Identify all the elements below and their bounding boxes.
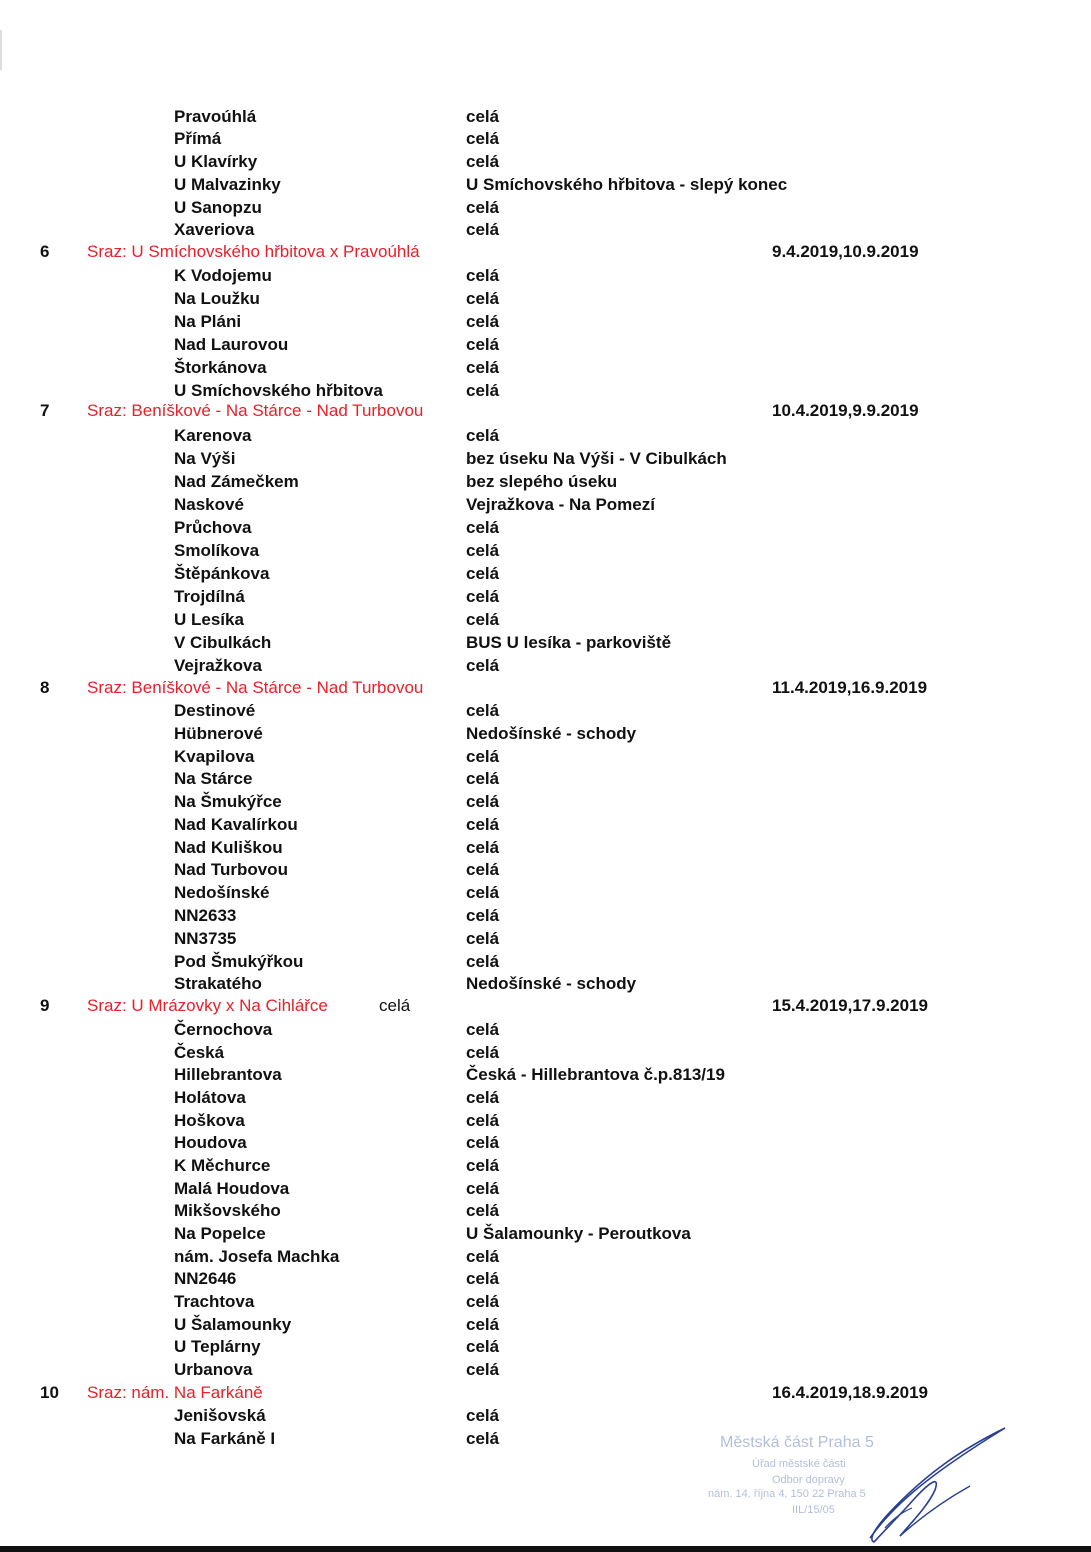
group-number: 9	[40, 996, 50, 1015]
street-name: Na Šmukýřce	[174, 792, 282, 811]
street-name: NN2633	[174, 906, 237, 925]
group-number: 7	[40, 401, 50, 420]
street-row	[87, 746, 1091, 768]
meeting-point: Sraz: U Smíchovského hřbitova x Pravoúhlá	[87, 242, 420, 261]
street-row	[87, 517, 1091, 539]
street-scope: celá	[466, 906, 500, 925]
street-row	[87, 1314, 1091, 1336]
street-scope: celá	[466, 701, 500, 720]
street-scope: celá	[466, 1088, 500, 1107]
street-name: Pod Šmukýřkou	[174, 952, 304, 971]
street-scope: celá	[379, 996, 411, 1015]
street-scope: celá	[466, 335, 500, 354]
street-name: Mikšovského	[174, 1201, 281, 1220]
street-scope: celá	[466, 860, 500, 879]
street-name: Pravoúhlá	[174, 107, 257, 126]
district-group-header	[0, 400, 1091, 422]
street-scope: celá	[466, 1043, 500, 1062]
cleaning-dates: 16.4.2019,18.9.2019	[772, 1383, 928, 1402]
street-row	[87, 586, 1091, 608]
street-row	[87, 288, 1091, 310]
street-scope: celá	[466, 358, 500, 377]
street-name: Nedošínské	[174, 883, 270, 902]
street-scope: celá	[466, 656, 500, 675]
street-name: V Cibulkách	[174, 633, 272, 652]
meeting-point: Sraz: Beníškové - Na Stárce - Nad Turbovou	[87, 678, 424, 697]
street-name: Nad Laurovou	[174, 335, 289, 354]
street-row	[87, 1042, 1091, 1064]
street-row	[87, 609, 1091, 631]
street-row	[87, 1019, 1091, 1041]
meeting-point: Sraz: nám. Na Farkáně	[87, 1383, 263, 1402]
street-name: Vejražkova	[174, 656, 262, 675]
street-row	[87, 425, 1091, 447]
street-name: NN2646	[174, 1269, 237, 1288]
street-scope: celá	[466, 564, 500, 583]
district-group-header	[0, 1382, 1091, 1404]
street-name: NN3735	[174, 929, 237, 948]
cleaning-dates: 15.4.2019,17.9.2019	[772, 996, 928, 1015]
street-row	[87, 1336, 1091, 1358]
street-name: nám. Josefa Machka	[174, 1247, 340, 1266]
street-name: Přímá	[174, 129, 222, 148]
street-row	[87, 1087, 1091, 1109]
street-scope: Česká - Hillebrantova č.p.813/19	[466, 1065, 725, 1084]
street-row	[87, 219, 1091, 241]
street-name: Trachtova	[174, 1292, 255, 1311]
street-row	[87, 265, 1091, 287]
street-name: Nad Turbovou	[174, 860, 288, 879]
street-name: Hübnerové	[174, 724, 263, 743]
street-row	[87, 859, 1091, 881]
street-scope: celá	[466, 289, 500, 308]
street-scope: celá	[466, 815, 500, 834]
street-scope: celá	[466, 1247, 500, 1266]
scan-edge-mark	[0, 30, 2, 70]
street-row	[87, 1246, 1091, 1268]
cleaning-dates: 10.4.2019,9.9.2019	[772, 401, 919, 420]
street-row	[87, 700, 1091, 722]
street-row	[87, 471, 1091, 493]
street-row	[87, 106, 1091, 128]
street-scope: celá	[466, 1315, 500, 1334]
group-number: 10	[40, 1383, 59, 1402]
street-row	[87, 563, 1091, 585]
group-number: 6	[40, 242, 50, 261]
street-scope: celá	[466, 129, 500, 148]
street-name: Na Farkáně I	[174, 1429, 276, 1448]
street-row	[87, 655, 1091, 677]
cleaning-dates: 11.4.2019,16.9.2019	[772, 678, 928, 697]
street-scope: celá	[466, 1201, 500, 1220]
street-name: U Sanopzu	[174, 198, 262, 217]
street-row	[87, 1132, 1091, 1154]
street-name: K Měchurce	[174, 1156, 271, 1175]
street-row	[87, 882, 1091, 904]
street-row	[87, 905, 1091, 927]
street-name: Houdova	[174, 1133, 247, 1152]
street-row	[87, 494, 1091, 516]
street-row	[87, 1155, 1091, 1177]
street-scope: celá	[466, 952, 500, 971]
street-row	[87, 723, 1091, 745]
street-name: Na Stárce	[174, 769, 253, 788]
street-scope: celá	[466, 587, 500, 606]
street-name: U Šalamounky	[174, 1315, 292, 1334]
street-row	[87, 1268, 1091, 1290]
group-number: 8	[40, 678, 50, 697]
street-name: Urbanova	[174, 1360, 253, 1379]
street-row	[87, 1178, 1091, 1200]
street-scope: U Smíchovského hřbitova - slepý konec	[466, 175, 788, 194]
page-bottom-border	[0, 1546, 1091, 1552]
street-scope: celá	[466, 152, 500, 171]
street-scope: celá	[466, 266, 500, 285]
street-name: U Lesíka	[174, 610, 244, 629]
street-name: Kvapilova	[174, 747, 255, 766]
street-scope: celá	[466, 1269, 500, 1288]
street-row	[87, 311, 1091, 333]
street-name: Průchova	[174, 518, 252, 537]
street-scope: celá	[466, 381, 500, 400]
street-name: Destinové	[174, 701, 256, 720]
street-row	[87, 357, 1091, 379]
stamp-line: Úřad městské části	[752, 1458, 846, 1470]
street-scope: celá	[466, 1111, 500, 1130]
street-row	[87, 973, 1091, 995]
street-name: Česká	[174, 1043, 225, 1062]
street-name: Naskové	[174, 495, 244, 514]
street-row	[87, 448, 1091, 470]
street-name: Strakatého	[174, 974, 262, 993]
street-name: Xaveriova	[174, 220, 255, 239]
street-name: Hoškova	[174, 1111, 245, 1130]
street-name: U Teplárny	[174, 1337, 261, 1356]
street-row	[87, 380, 1091, 402]
stamp-line: IIL/15/05	[792, 1504, 835, 1516]
street-name: Na Loužku	[174, 289, 260, 308]
street-name: U Smíchovského hřbitova	[174, 381, 383, 400]
street-name: Malá Houdova	[174, 1179, 290, 1198]
street-name: Štorkánova	[174, 358, 267, 377]
handwritten-signature	[830, 1420, 1020, 1550]
street-scope: celá	[466, 1179, 500, 1198]
street-name: Na Výši	[174, 449, 236, 468]
stamp-line: Městská část Praha 5	[720, 1434, 874, 1451]
street-name: Jenišovská	[174, 1406, 266, 1425]
street-name: Hillebrantova	[174, 1065, 282, 1084]
street-row	[87, 128, 1091, 150]
street-scope: celá	[466, 883, 500, 902]
street-name: Nad Kuliškou	[174, 838, 283, 857]
street-scope: celá	[466, 426, 500, 445]
street-row	[87, 768, 1091, 790]
street-scope: celá	[466, 1406, 500, 1425]
street-row	[87, 1200, 1091, 1222]
street-row	[87, 928, 1091, 950]
street-scope: celá	[466, 747, 500, 766]
street-row	[87, 1291, 1091, 1313]
street-scope: celá	[466, 769, 500, 788]
street-scope: bez slepého úseku	[466, 472, 618, 491]
street-scope: celá	[466, 1292, 500, 1311]
street-scope: celá	[466, 1133, 500, 1152]
street-name: Na Popelce	[174, 1224, 266, 1243]
street-scope: celá	[466, 1337, 500, 1356]
street-scope: Nedošínské - schody	[466, 724, 637, 743]
street-scope: celá	[466, 198, 500, 217]
street-scope: celá	[466, 541, 500, 560]
street-scope: celá	[466, 107, 500, 126]
street-name: Nad Kavalírkou	[174, 815, 298, 834]
street-scope: celá	[466, 1020, 500, 1039]
street-name: Nad Zámečkem	[174, 472, 299, 491]
street-scope: celá	[466, 220, 500, 239]
district-group-header	[0, 241, 1091, 263]
district-group-header	[0, 677, 1091, 699]
street-row	[87, 151, 1091, 173]
street-row	[87, 1064, 1091, 1086]
meeting-point: Sraz: Beníškové - Na Stárce - Nad Turbovou	[87, 401, 424, 420]
street-row	[87, 814, 1091, 836]
street-row	[87, 334, 1091, 356]
street-name: Štěpánkova	[174, 564, 270, 583]
street-scope: celá	[466, 1156, 500, 1175]
street-row	[87, 174, 1091, 196]
street-scope: celá	[466, 312, 500, 331]
street-row	[87, 1359, 1091, 1381]
street-scope: celá	[466, 610, 500, 629]
street-row	[87, 540, 1091, 562]
street-scope: celá	[466, 518, 500, 537]
street-scope: celá	[466, 929, 500, 948]
street-name: Černochova	[174, 1020, 273, 1039]
street-name: Karenova	[174, 426, 252, 445]
street-scope: celá	[466, 838, 500, 857]
street-scope: bez úseku Na Výši - V Cibulkách	[466, 449, 727, 468]
street-name: Smolíkova	[174, 541, 260, 560]
street-row	[87, 951, 1091, 973]
street-name: U Malvazinky	[174, 175, 281, 194]
street-scope: celá	[466, 792, 500, 811]
district-group-header	[0, 995, 1091, 1017]
street-scope: celá	[466, 1429, 500, 1448]
street-name: Holátova	[174, 1088, 246, 1107]
street-scope: Nedošínské - schody	[466, 974, 637, 993]
street-name: Trojdílná	[174, 587, 245, 606]
street-row	[87, 1223, 1091, 1245]
street-name: K Vodojemu	[174, 266, 272, 285]
street-row	[87, 1110, 1091, 1132]
stamp-line: nám. 14. října 4, 150 22 Praha 5	[708, 1488, 866, 1500]
street-scope: celá	[466, 1360, 500, 1379]
street-row	[87, 791, 1091, 813]
street-scope: Vejražkova - Na Pomezí	[466, 495, 655, 514]
street-row	[87, 197, 1091, 219]
street-row	[87, 632, 1091, 654]
meeting-point: Sraz: U Mrázovky x Na Cihlářce	[87, 996, 328, 1015]
cleaning-dates: 9.4.2019,10.9.2019	[772, 242, 919, 261]
street-scope: BUS U lesíka - parkoviště	[466, 633, 672, 652]
street-name: Na Pláni	[174, 312, 242, 331]
stamp-line: Odbor dopravy	[772, 1474, 845, 1486]
street-scope: U Šalamounky - Peroutkova	[466, 1224, 691, 1243]
street-row	[87, 837, 1091, 859]
street-name: U Klavírky	[174, 152, 258, 171]
